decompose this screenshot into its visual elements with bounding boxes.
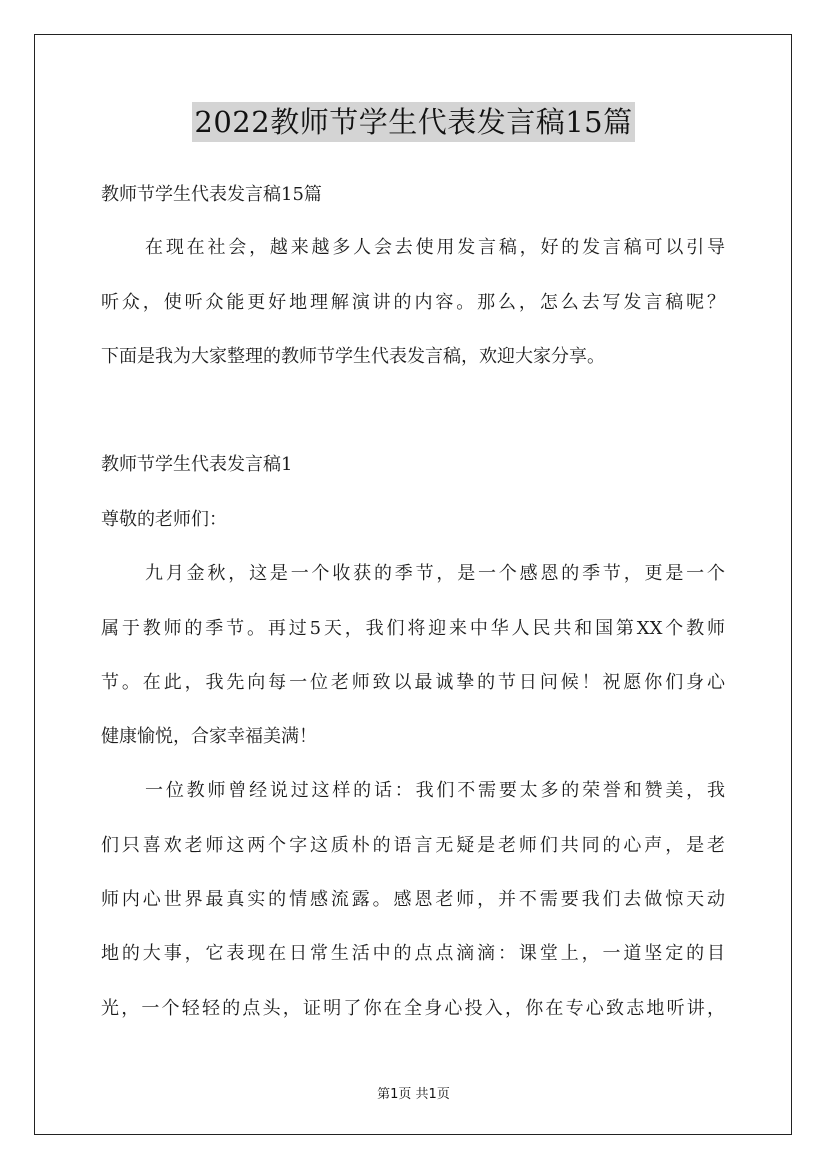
paragraph-line: 节。在此，我先向每一位老师致以最诚挚的节日问候！祝愿你们身心 (101, 672, 725, 693)
intro-line: 在现在社会，越来越多人会去使用发言稿，好的发言稿可以引导 (145, 237, 725, 258)
document-subtitle: 教师节学生代表发言稿15篇 (101, 184, 322, 205)
document-title: 2022教师节学生代表发言稿15篇 (192, 102, 634, 142)
page-footer: 第1页 共1页 (377, 1087, 450, 1102)
intro-line: 下面是我为大家整理的教师节学生代表发言稿，欢迎大家分享。 (101, 346, 605, 367)
paragraph-line: 健康愉悦，合家幸福美满！ (101, 726, 317, 747)
intro-line: 听众，使听众能更好地理解演讲的内容。那么，怎么去写发言稿呢？ (101, 292, 725, 313)
paragraph-line: 属于教师的季节。再过5天，我们将迎来中华人民共和国第XX个教师 (101, 618, 725, 639)
paragraph-line: 们只喜欢老师这两个字这质朴的语言无疑是老师们共同的心声，是老 (101, 835, 725, 856)
paragraph-line: 一位教师曾经说过这样的话：我们不需要太多的荣誉和赞美，我 (145, 780, 725, 801)
paragraph-line: 师内心世界最真实的情感流露。感恩老师，并不需要我们去做惊天动 (101, 889, 725, 910)
title-container (0, 102, 827, 142)
section-heading: 教师节学生代表发言稿1 (101, 454, 293, 475)
paragraph-line: 九月金秋，这是一个收获的季节，是一个感恩的季节，更是一个 (145, 563, 725, 584)
paragraph-line: 光，一个轻轻的点头，证明了你在全身心投入，你在专心致志地听讲， (101, 998, 725, 1019)
paragraph-line: 地的大事，它表现在日常生活中的点点滴滴：课堂上，一道坚定的目 (101, 943, 725, 964)
salutation: 尊敬的老师们： (101, 509, 227, 530)
